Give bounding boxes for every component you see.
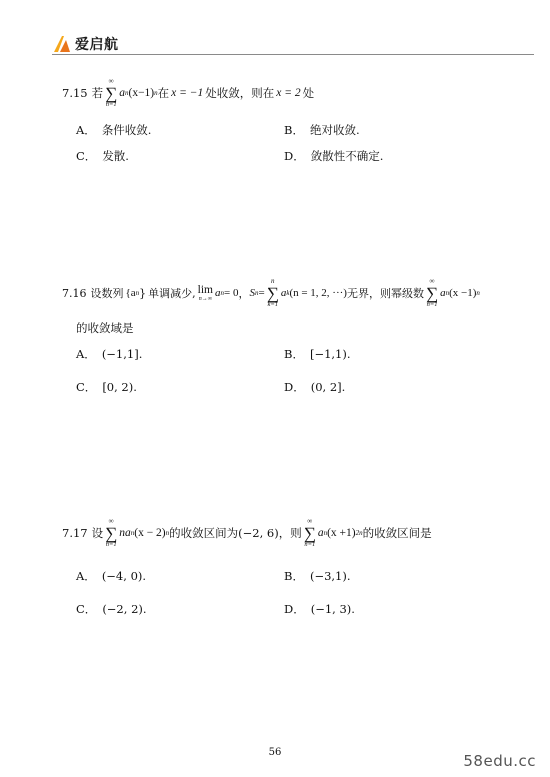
sigma-symbol: ∑	[105, 84, 118, 103]
stem-text: 处收敛，则在	[205, 86, 275, 101]
option-a[interactable]	[76, 568, 146, 584]
brand-name: 爱启航	[75, 37, 119, 53]
summation	[304, 518, 316, 549]
stem-text: 无界，则幂级数	[346, 287, 424, 301]
option-key: D．	[284, 602, 305, 616]
page-number: 56	[268, 747, 282, 758]
watermark: 58edu.cc	[463, 752, 536, 770]
term-paren: (x − 2)	[134, 527, 166, 540]
term-a: a	[119, 87, 125, 100]
option-d[interactable]	[284, 379, 345, 395]
sum-lower: n=1	[304, 541, 316, 548]
option-text: 敛散性不确定.	[310, 149, 384, 163]
limit	[198, 285, 213, 303]
option-text: (−1,1].	[101, 347, 143, 361]
stem-text: 若	[91, 86, 104, 101]
option-key: A．	[76, 123, 96, 137]
term-a: a	[440, 287, 446, 300]
option-key: C．	[76, 380, 97, 394]
sum-upper: ∞	[108, 517, 114, 525]
stem-text: 设数列	[90, 287, 124, 301]
sum-upper: ∞	[429, 277, 435, 285]
sigma-symbol: ∑	[266, 284, 279, 303]
term-paren: (x +1)	[327, 527, 356, 540]
point-b: x = 2	[276, 87, 301, 100]
term-sup: 2n	[355, 529, 363, 538]
term-sub: n	[323, 529, 328, 538]
question-7-16	[62, 278, 480, 309]
lim-expr: a	[215, 287, 221, 300]
summation	[426, 278, 438, 309]
lim-eq: = 0	[224, 287, 239, 300]
option-c[interactable]	[76, 601, 147, 617]
rocket-icon	[52, 35, 72, 53]
term-sup: n	[476, 289, 480, 298]
stem-text: 的收敛区间为(−2, 6)，则	[169, 526, 302, 541]
stem-text: 在	[157, 86, 170, 101]
sigma-symbol: ∑	[303, 524, 316, 543]
option-key: D．	[284, 149, 305, 163]
option-key: B．	[284, 569, 304, 583]
s-sub: n	[254, 289, 259, 298]
sum-upper: n	[271, 277, 275, 285]
option-b[interactable]	[284, 346, 351, 362]
term-sub: n	[124, 89, 129, 98]
summation	[105, 518, 117, 549]
option-key: A．	[76, 569, 96, 583]
sigma-symbol: ∑	[425, 284, 439, 303]
header-divider	[52, 54, 534, 55]
lim-sub: n→∞	[198, 296, 212, 302]
term-paren: (x −1)	[449, 287, 477, 300]
term-na: na	[119, 527, 131, 540]
stem-text: 处	[302, 86, 315, 101]
sigma-symbol: ∑	[105, 524, 118, 543]
option-text: 条件收敛.	[101, 123, 152, 137]
option-key: D．	[284, 380, 305, 394]
option-text: (−4, 0).	[101, 569, 147, 583]
question-7-17	[62, 518, 432, 549]
term-paren: (x−1)	[128, 87, 155, 100]
comma: ，	[238, 287, 250, 301]
sum-lower: n=1	[426, 301, 438, 308]
option-text: 发散.	[102, 149, 129, 163]
option-d[interactable]	[284, 601, 355, 617]
term-a: a	[317, 527, 324, 540]
sum-lower: n=1	[105, 541, 117, 548]
sum-upper: ∞	[307, 517, 313, 525]
option-text: (0, 2].	[310, 380, 346, 394]
seq-sub: n	[135, 289, 140, 298]
question-number: 7.15	[62, 86, 88, 101]
lim-word: lim	[197, 283, 214, 296]
term-sub: n	[130, 529, 135, 538]
term-sub: n	[445, 289, 450, 298]
question-7-15	[62, 78, 314, 109]
option-text: (−1, 3).	[310, 602, 355, 616]
sum-lower: n=1	[105, 101, 117, 108]
option-text: (−3,1).	[309, 569, 351, 583]
ak-sub: k	[286, 289, 290, 298]
option-key: A．	[76, 347, 96, 361]
stem-text: 的收敛区间是	[362, 526, 432, 541]
s-eq: =	[258, 287, 265, 300]
question-number: 7.17	[62, 526, 88, 541]
lim-expr-sub: n	[220, 289, 225, 298]
option-key: B．	[284, 347, 304, 361]
point-a: x = −1	[171, 87, 204, 100]
stem-text: 设	[91, 526, 104, 541]
seq-close: }	[139, 286, 147, 300]
option-text: 绝对收敛.	[309, 123, 360, 137]
option-a[interactable]	[76, 346, 142, 362]
sum-upper: ∞	[108, 77, 114, 85]
option-key: B．	[284, 123, 304, 137]
brand-logo	[52, 34, 119, 54]
stem-text: 单调减少,	[148, 287, 196, 301]
sum-lower: k=1	[267, 301, 279, 308]
range: (n = 1, 2, ···)	[289, 287, 347, 300]
term-sup: n	[154, 89, 158, 98]
term-sup: n	[165, 529, 170, 538]
option-text: [0, 2).	[102, 380, 137, 394]
summation	[267, 278, 279, 309]
stem-text: 的收敛域是	[76, 321, 134, 335]
page-header	[0, 0, 550, 56]
question-number: 7.16	[62, 286, 87, 300]
option-key: C．	[76, 602, 97, 616]
ak: a	[280, 287, 287, 300]
option-b[interactable]	[284, 122, 360, 138]
option-a[interactable]	[76, 122, 151, 138]
option-b[interactable]	[284, 568, 351, 584]
option-text: [−1,1).	[309, 347, 351, 361]
question-7-16-cont	[76, 320, 134, 336]
seq-open: {a	[125, 287, 136, 300]
option-key: C．	[76, 149, 97, 163]
option-d[interactable]	[284, 148, 383, 164]
option-text: (−2, 2).	[102, 602, 147, 616]
option-c[interactable]	[76, 379, 137, 395]
s-symbol: S	[249, 287, 255, 300]
summation	[105, 78, 117, 109]
option-c[interactable]	[76, 148, 129, 164]
